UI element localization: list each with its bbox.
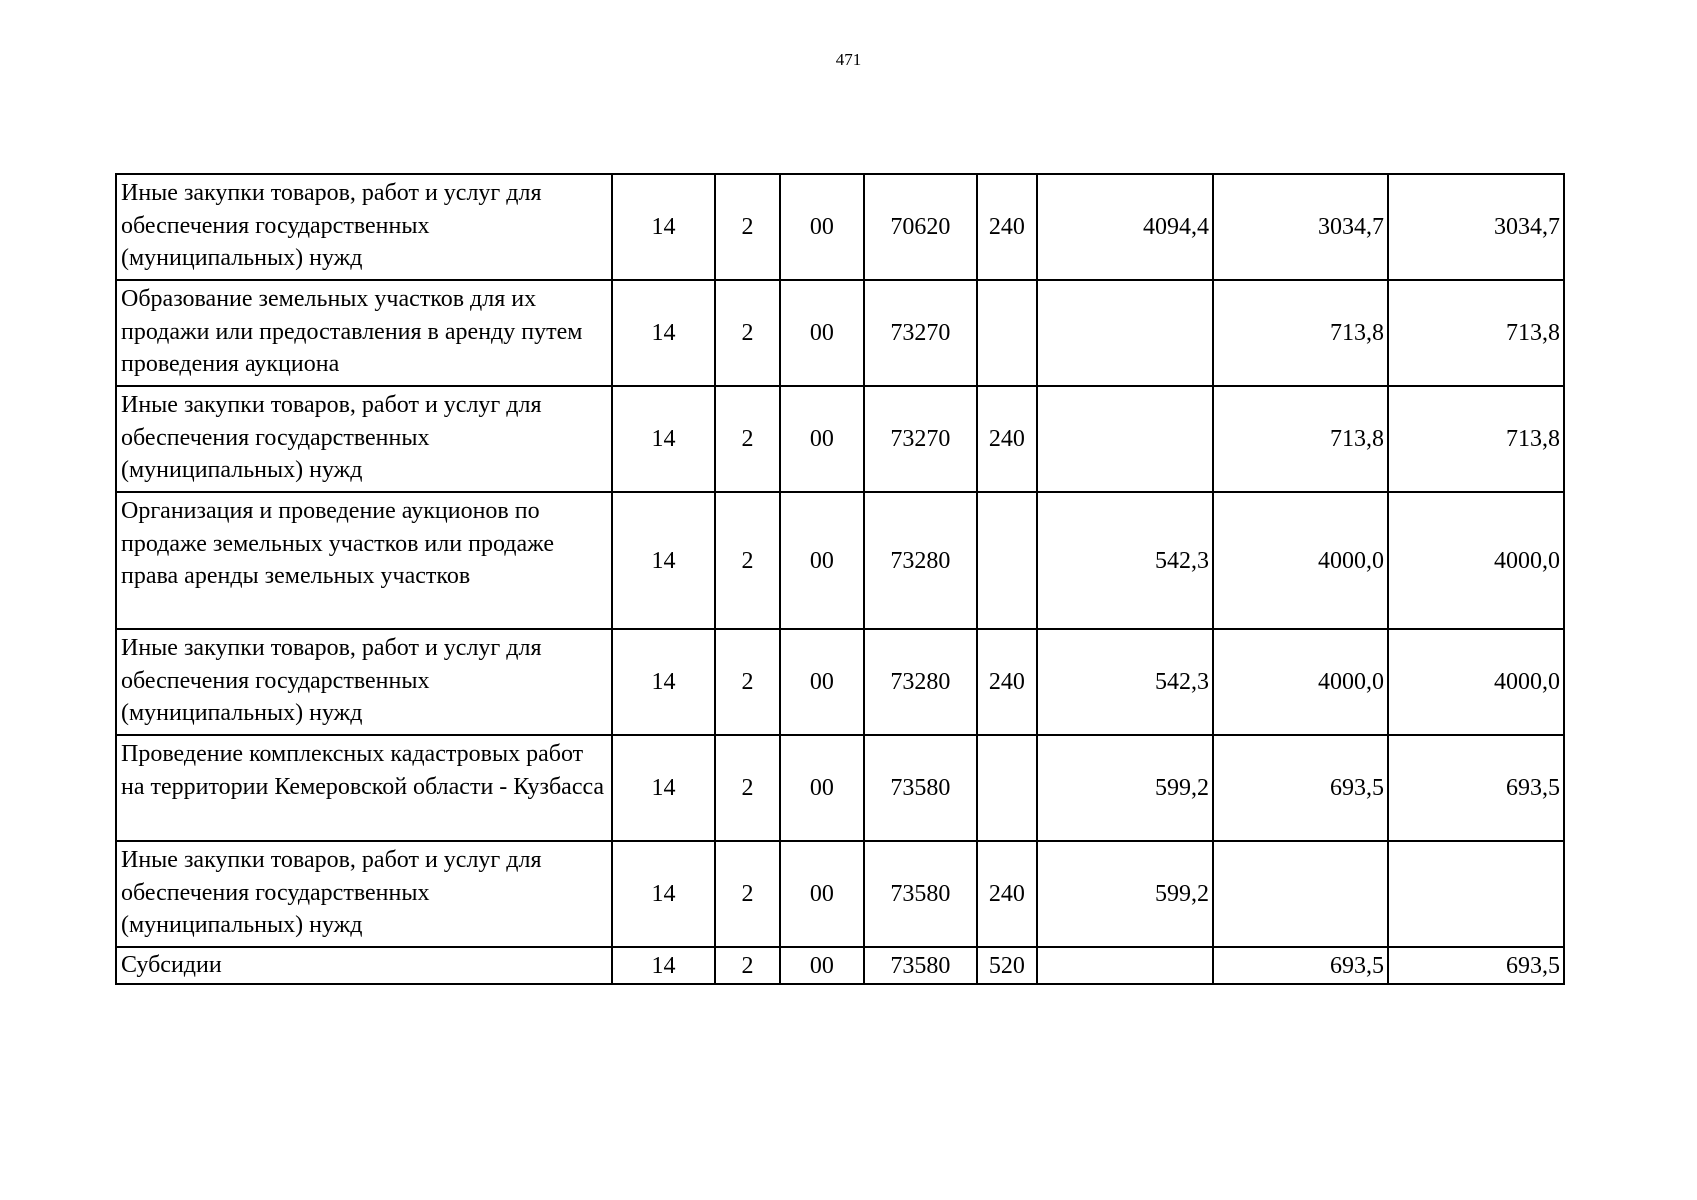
- sum-year2-cell: 693,5: [1213, 947, 1388, 984]
- subprogram-code-cell: 2: [715, 174, 779, 280]
- sum-year1-cell: [1037, 386, 1213, 492]
- sum-year1-cell: [1037, 947, 1213, 984]
- direction-code-cell: 73580: [864, 735, 977, 841]
- sum-year1-cell: 542,3: [1037, 629, 1213, 735]
- main-event-code-cell: 00: [780, 280, 864, 386]
- sum-year3-cell: 693,5: [1388, 735, 1564, 841]
- main-event-code-cell: 00: [780, 841, 864, 947]
- expense-name-cell: Субсидии: [116, 947, 612, 984]
- main-event-code-cell: 00: [780, 947, 864, 984]
- direction-code-cell: 73580: [864, 841, 977, 947]
- subprogram-code-cell: 2: [715, 492, 779, 629]
- direction-code-cell: 73580: [864, 947, 977, 984]
- expense-type-cell: [977, 280, 1037, 386]
- main-event-code-cell: 00: [780, 629, 864, 735]
- expense-type-cell: 240: [977, 174, 1037, 280]
- sum-year1-cell: 4094,4: [1037, 174, 1213, 280]
- table-row: [116, 492, 1564, 629]
- direction-code-cell: 73270: [864, 280, 977, 386]
- program-code-cell: 14: [612, 629, 716, 735]
- table-row: [116, 947, 1564, 984]
- expense-type-cell: [977, 492, 1037, 629]
- program-code-cell: 14: [612, 947, 716, 984]
- program-code-cell: 14: [612, 735, 716, 841]
- direction-code-cell: 73280: [864, 492, 977, 629]
- expense-name-cell: Проведение комплексных кадастровых работ на территории Кемеровской области - Кузбасса: [116, 735, 612, 841]
- sum-year1-cell: 599,2: [1037, 841, 1213, 947]
- direction-code-cell: 73270: [864, 386, 977, 492]
- table-row: [116, 735, 1564, 841]
- expense-name-cell: Образование земельных участков для их продажи или предоставления в аренду путем проведения аукциона: [116, 280, 612, 386]
- expense-type-cell: 520: [977, 947, 1037, 984]
- subprogram-code-cell: 2: [715, 841, 779, 947]
- subprogram-code-cell: 2: [715, 735, 779, 841]
- sum-year1-cell: 542,3: [1037, 492, 1213, 629]
- expense-name-cell: Иные закупки товаров, работ и услуг для обеспечения государственных (муниципальных) нужд: [116, 841, 612, 947]
- page-number: 471: [835, 50, 862, 69]
- table-row: [116, 386, 1564, 492]
- subprogram-code-cell: 2: [715, 386, 779, 492]
- program-code-cell: 14: [612, 841, 716, 947]
- sum-year3-cell: 693,5: [1388, 947, 1564, 984]
- direction-code-cell: 73280: [864, 629, 977, 735]
- main-event-code-cell: 00: [780, 735, 864, 841]
- sum-year1-cell: [1037, 280, 1213, 386]
- sum-year2-cell: 713,8: [1213, 386, 1388, 492]
- expense-name-cell: Иные закупки товаров, работ и услуг для обеспечения государственных (муниципальных) нужд: [116, 174, 612, 280]
- expense-name-cell: Иные закупки товаров, работ и услуг для обеспечения государственных (муниципальных) нужд: [116, 386, 612, 492]
- sum-year3-cell: 3034,7: [1388, 174, 1564, 280]
- sum-year1-cell: 599,2: [1037, 735, 1213, 841]
- expense-name-cell: Организация и проведение аукционов по продаже земельных участков или продаже права аренды земельных участков: [116, 492, 612, 629]
- sum-year3-cell: 713,8: [1388, 386, 1564, 492]
- table-row: [116, 629, 1564, 735]
- main-event-code-cell: 00: [780, 492, 864, 629]
- sum-year3-cell: 713,8: [1388, 280, 1564, 386]
- sum-year2-cell: 3034,7: [1213, 174, 1388, 280]
- main-event-code-cell: 00: [780, 386, 864, 492]
- program-code-cell: 14: [612, 492, 716, 629]
- expense-type-cell: 240: [977, 629, 1037, 735]
- main-event-code-cell: 00: [780, 174, 864, 280]
- subprogram-code-cell: 2: [715, 280, 779, 386]
- expense-type-cell: 240: [977, 386, 1037, 492]
- sum-year2-cell: 713,8: [1213, 280, 1388, 386]
- program-code-cell: 14: [612, 280, 716, 386]
- expense-type-cell: 240: [977, 841, 1037, 947]
- expense-type-cell: [977, 735, 1037, 841]
- program-code-cell: 14: [612, 174, 716, 280]
- table-row: [116, 841, 1564, 947]
- program-code-cell: 14: [612, 386, 716, 492]
- sum-year2-cell: 693,5: [1213, 735, 1388, 841]
- budget-table: [115, 173, 1565, 985]
- subprogram-code-cell: 2: [715, 947, 779, 984]
- expense-name-cell: Иные закупки товаров, работ и услуг для обеспечения государственных (муниципальных) нужд: [116, 629, 612, 735]
- sum-year3-cell: 4000,0: [1388, 629, 1564, 735]
- sum-year2-cell: [1213, 841, 1388, 947]
- sum-year2-cell: 4000,0: [1213, 629, 1388, 735]
- table-row: [116, 280, 1564, 386]
- sum-year2-cell: 4000,0: [1213, 492, 1388, 629]
- direction-code-cell: 70620: [864, 174, 977, 280]
- table-row: [116, 174, 1564, 280]
- sum-year3-cell: [1388, 841, 1564, 947]
- sum-year3-cell: 4000,0: [1388, 492, 1564, 629]
- subprogram-code-cell: 2: [715, 629, 779, 735]
